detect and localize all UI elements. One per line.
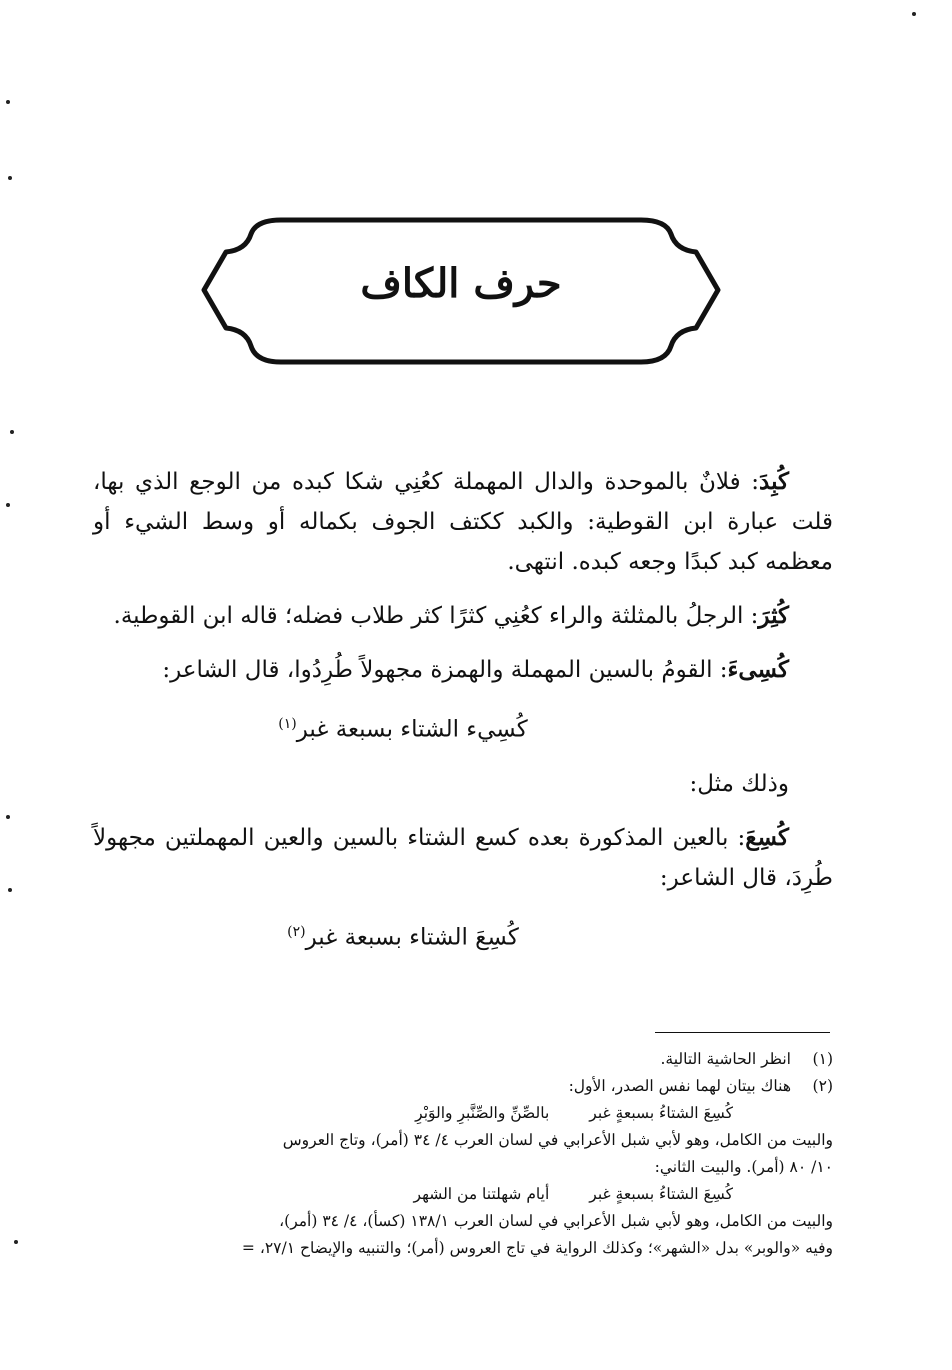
headword: كُثِرَ	[758, 602, 789, 629]
verse-one	[93, 704, 833, 750]
footnote-1	[93, 1046, 833, 1073]
footnote-verse-1	[93, 1100, 833, 1127]
connector-line	[93, 764, 833, 804]
footnote-rule	[655, 1032, 830, 1033]
entry-kusia	[93, 650, 833, 690]
footnote-ref: (٢)	[287, 923, 306, 940]
footnote-line: ١٠/ ٨٠ (أمر). والبيت الثاني:	[654, 1158, 833, 1176]
footnotes	[93, 1046, 833, 1262]
scan-dot	[6, 815, 10, 819]
verse-two	[93, 912, 833, 958]
scan-dot	[6, 503, 10, 507]
footnote-2	[93, 1073, 833, 1100]
footnote-line: والبيت من الكامل، وهو لأبي شبل الأعرابي في لسان العرب ١٣٨/١ (كسأ)، ٤/ ٣٤ (أمر)،	[279, 1212, 833, 1230]
entry-kubida	[93, 462, 833, 582]
footnote-text: هناك بيتان لهما نفس الصدر، الأول:	[568, 1077, 791, 1095]
footnote-verse-2	[93, 1181, 833, 1208]
footnote-number: (٢)	[812, 1077, 833, 1095]
footnote-line: والبيت من الكامل، وهو لأبي شبل الأعرابي في لسان العرب ٤/ ٣٤ (أمر)، وتاج العروس	[282, 1131, 833, 1149]
entry-kuthira	[93, 596, 833, 636]
chapter-title-frame	[196, 212, 726, 382]
entry-text: : فلانٌ بالموحدة والدال المهملة كعُنِي شكا كبده من الوجع الذي بها، قلت عبارة ابن القوطية: والكبد ككتف الجوف بكماله أو وسط الشيء أو معظمه كبد كبدًا وجعه كبده. انتهى.	[93, 469, 833, 575]
footnote-line: وفيه «والوبر» بدل «الشهر»؛ وكذلك الرواية في تاج العروس (أمر)؛ والتنبيه والإيضاح ٢٧/١، =	[241, 1239, 833, 1257]
footnote-text: انظر الحاشية التالية.	[660, 1050, 791, 1068]
footnote-ref: (١)	[278, 716, 297, 732]
verse-hemistich: كُسِعَ الشتاءُ بسبعةٍ غبر	[589, 1185, 733, 1203]
entry-text: : الرجلُ بالمثلثة والراء كعُنِي كثرًا كثر طلاب فضله؛ قاله ابن القوطية.	[113, 603, 759, 629]
scan-dot	[14, 1240, 18, 1244]
scan-dot	[912, 12, 916, 16]
connector-text: وذلك مثل:	[689, 770, 789, 797]
entry-kusia-ain	[93, 818, 833, 898]
scan-dot	[8, 888, 12, 892]
verse-hemistich: أيام شهلتنا من الشهر	[413, 1185, 550, 1203]
entry-text: : بالعين المذكورة بعده كسع الشتاء بالسين والعين المهملتين مجهولاً طُرِدَ، قال الشاعر:	[93, 824, 833, 891]
scan-dot	[6, 100, 10, 104]
headword: كُبِدَ	[759, 468, 789, 495]
headword: كُسِىءَ	[727, 656, 789, 683]
verse-text: كُسِعَ الشتاء بسبعة غبر	[305, 924, 519, 951]
main-text	[93, 462, 833, 971]
verse-hemistich: كُسِعَ الشتاءُ بسبعةٍ غبر	[589, 1104, 733, 1122]
chapter-title: حرف الكاف	[360, 260, 562, 307]
entry-text: : القومُ بالسين المهملة والهمزة مجهولاً طُرِدُوا، قال الشاعر:	[162, 657, 728, 683]
scan-dot	[10, 430, 14, 434]
verse-hemistich: بالصِّنِّ والصِّنَّبرِ والوَبْرِ	[415, 1104, 550, 1122]
scan-dot	[8, 176, 12, 180]
footnote-number: (١)	[812, 1050, 833, 1068]
headword: كُسِعَ	[745, 823, 789, 851]
verse-text: كُسِيء الشتاء بسبعة غبر	[296, 716, 528, 743]
